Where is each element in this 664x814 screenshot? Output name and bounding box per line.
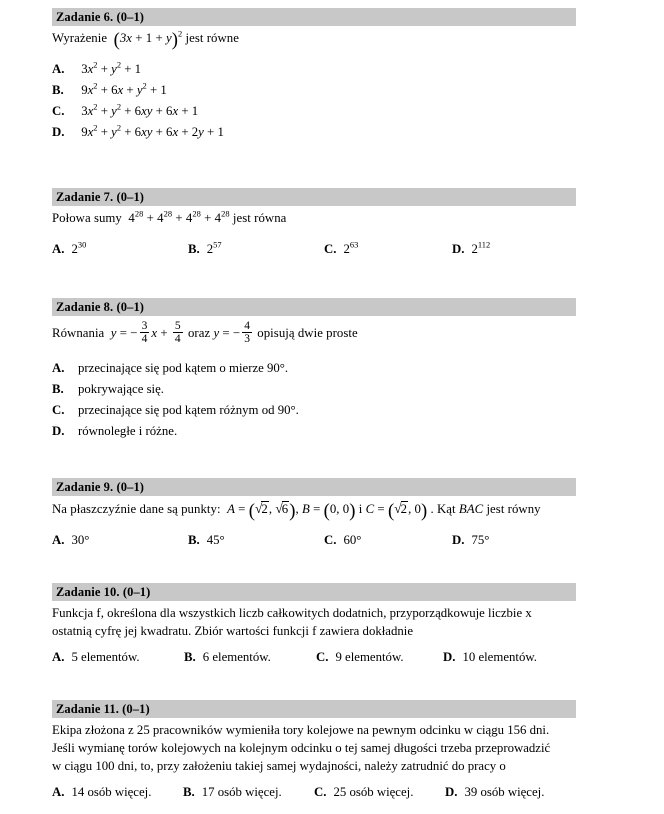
fraction-denominator: 4 bbox=[174, 333, 181, 345]
option-label: D. bbox=[452, 242, 465, 256]
option-c[interactable] bbox=[52, 101, 576, 122]
stem-prefix: Wyrażenie bbox=[52, 31, 108, 45]
task-header: Zadanie 7. (0–1) bbox=[52, 188, 576, 206]
option-text: 6 elementów. bbox=[202, 650, 271, 664]
stem-suffix: jest równa bbox=[232, 211, 287, 225]
option-text: 9 elementów. bbox=[335, 650, 404, 664]
answer-options bbox=[52, 650, 576, 672]
option-label: C. bbox=[316, 650, 329, 664]
option-text: $3x^2 + y^2 + 1$ bbox=[81, 59, 142, 76]
answer-options bbox=[52, 239, 576, 264]
option-label: D. bbox=[452, 533, 465, 547]
task-stem bbox=[52, 721, 576, 775]
option-exponent: 63 bbox=[349, 239, 359, 250]
option-a[interactable] bbox=[52, 785, 151, 800]
option-text: przecinające się pod kątem o mierze 90°. bbox=[78, 361, 289, 375]
task-header: Zadanie 9. (0–1) bbox=[52, 478, 576, 496]
option-c[interactable] bbox=[316, 650, 404, 665]
option-label: D. bbox=[445, 785, 458, 799]
option-d[interactable] bbox=[452, 239, 491, 257]
option-d[interactable] bbox=[445, 785, 544, 800]
option-text: 5 elementów. bbox=[71, 650, 140, 664]
option-label: C. bbox=[324, 242, 337, 256]
option-a[interactable] bbox=[52, 533, 89, 548]
task-zadanie-6 bbox=[52, 8, 576, 143]
option-text: $2^{57}$ bbox=[206, 239, 222, 256]
equation-connector: oraz bbox=[187, 325, 211, 340]
task-zadanie-10 bbox=[52, 583, 576, 672]
stem-points: A = (√2, √6), B = (0, 0) i C = (√2, 0) bbox=[227, 500, 428, 522]
angle-label: BAC bbox=[458, 502, 484, 516]
option-b[interactable] bbox=[183, 785, 282, 800]
task-zadanie-8 bbox=[52, 298, 576, 442]
answer-options bbox=[52, 59, 576, 143]
option-text: 45° bbox=[206, 533, 225, 547]
option-text: równoległe i różne. bbox=[78, 424, 178, 438]
option-text: $2^{63}$ bbox=[343, 239, 359, 256]
option-exponent: 57 bbox=[213, 239, 222, 250]
option-c[interactable] bbox=[314, 785, 413, 800]
option-d[interactable] bbox=[452, 533, 489, 548]
option-d[interactable] bbox=[52, 421, 576, 442]
task-zadanie-7 bbox=[52, 188, 576, 264]
task-header: Zadanie 10. (0–1) bbox=[52, 583, 576, 601]
option-text: 39 osób więcej. bbox=[464, 785, 545, 799]
stem-suffix: jest równe bbox=[185, 31, 239, 45]
fraction-numerator: 5 bbox=[174, 320, 181, 332]
task-stem bbox=[52, 499, 576, 522]
option-c[interactable] bbox=[52, 400, 576, 421]
option-label: C. bbox=[324, 533, 337, 547]
task-stem bbox=[52, 322, 576, 346]
option-exponent: 112 bbox=[477, 239, 491, 250]
option-b[interactable] bbox=[188, 239, 222, 257]
fraction-numerator: 4 bbox=[244, 320, 251, 332]
option-label: D. bbox=[52, 424, 65, 438]
option-label: C. bbox=[52, 104, 65, 118]
option-text: 30° bbox=[71, 533, 90, 547]
task-header: Zadanie 8. (0–1) bbox=[52, 298, 576, 316]
option-text: $9x^2 + y^2 + 6xy + 6x + 2y + 1$ bbox=[81, 122, 224, 139]
answer-options bbox=[52, 533, 576, 555]
stem-line-1: Funkcja f, określona dla wszystkich liczb całkowitych dodatnich, przyporządkowuje liczbie x bbox=[52, 606, 532, 620]
option-label: A. bbox=[52, 62, 65, 76]
stem-equation-1: y = − $\frac{3}{4}$ x + $\frac{5}{4}$ bbox=[110, 320, 181, 345]
task-zadanie-11 bbox=[52, 700, 576, 807]
option-label: A. bbox=[52, 361, 65, 375]
option-text: $2^{30}$ bbox=[71, 239, 87, 256]
option-text: przecinające się pod kątem różnym od 90°. bbox=[78, 403, 299, 417]
stem-equation-2: y = − $\frac{4}{3}$ bbox=[213, 320, 251, 345]
option-text: 17 osób więcej. bbox=[201, 785, 282, 799]
stem-suffix: opisują dwie proste bbox=[257, 325, 358, 340]
option-c[interactable] bbox=[324, 239, 359, 257]
stem-suffix: . Kąt BAC jest równy bbox=[430, 502, 541, 516]
stem-formula: $(3x + 1 + y)^2$ bbox=[113, 28, 183, 51]
stem-formula: $4^{28} + 4^{28} + 4^{28} + 4^{28}$ bbox=[125, 208, 230, 225]
option-label: A. bbox=[52, 650, 65, 664]
option-label: D. bbox=[443, 650, 456, 664]
task-stem bbox=[52, 28, 576, 51]
option-a[interactable] bbox=[52, 239, 87, 257]
task-stem bbox=[52, 604, 576, 640]
task-zadanie-9 bbox=[52, 478, 576, 555]
stem-prefix: Równania bbox=[52, 325, 105, 340]
option-label: B. bbox=[184, 650, 196, 664]
option-exponent: 30 bbox=[77, 239, 87, 250]
option-text: 75° bbox=[471, 533, 490, 547]
option-text: $3x^2 + y^2 + 6xy + 6x + 1$ bbox=[81, 101, 199, 118]
option-label: B. bbox=[52, 83, 64, 97]
option-label: B. bbox=[183, 785, 195, 799]
option-label: B. bbox=[188, 242, 200, 256]
answer-options bbox=[52, 358, 576, 442]
option-label: B. bbox=[52, 382, 64, 396]
stem-line-3: w ciągu 100 dni, to, przy założeniu takiej samej wydajności, należy zatrudnić do pracy o bbox=[52, 759, 506, 773]
option-text: pokrywające się. bbox=[78, 382, 164, 396]
option-label: A. bbox=[52, 533, 65, 547]
option-b[interactable] bbox=[52, 379, 576, 400]
option-label: A. bbox=[52, 785, 65, 799]
fraction-denominator: 3 bbox=[244, 333, 251, 345]
option-a[interactable] bbox=[52, 59, 576, 80]
answer-options bbox=[52, 785, 576, 807]
option-label: B. bbox=[188, 533, 200, 547]
fraction-denominator: 4 bbox=[141, 333, 148, 345]
option-label: C. bbox=[52, 403, 65, 417]
task-header: Zadanie 11. (0–1) bbox=[52, 700, 576, 718]
option-c[interactable] bbox=[324, 533, 361, 548]
option-a[interactable] bbox=[52, 358, 576, 379]
stem-prefix: Na płaszczyźnie dane są punkty: bbox=[52, 502, 221, 516]
option-a[interactable] bbox=[52, 650, 140, 665]
stem-line-1: Ekipa złożona z 25 pracowników wymieniła tory kolejowe na pewnym odcinku w ciągu 156 dni. bbox=[52, 723, 550, 737]
stem-line-2: Jeśli wymianę torów kolejowych na kolejnym odcinku o tej samej długości trzeba przeprowadzić bbox=[52, 741, 551, 755]
task-header: Zadanie 6. (0–1) bbox=[52, 8, 576, 26]
stem-prefix: Połowa sumy bbox=[52, 211, 122, 225]
option-text: 14 osób więcej. bbox=[71, 785, 152, 799]
option-b[interactable] bbox=[188, 533, 225, 548]
fraction-numerator: 3 bbox=[141, 320, 148, 332]
option-b[interactable] bbox=[184, 650, 271, 665]
option-d[interactable] bbox=[443, 650, 537, 665]
task-stem bbox=[52, 209, 576, 228]
option-label: A. bbox=[52, 242, 65, 256]
option-text: 25 osób więcej. bbox=[333, 785, 414, 799]
option-b[interactable] bbox=[52, 80, 576, 101]
option-text: $2^{112}$ bbox=[471, 239, 491, 256]
option-label: D. bbox=[52, 125, 65, 139]
option-label: C. bbox=[314, 785, 327, 799]
option-text: $9x^2 + 6x + y^2 + 1$ bbox=[81, 80, 167, 97]
option-d[interactable] bbox=[52, 122, 576, 143]
stem-line-2: ostatnią cyfrę jej kwadratu. Zbiór wartości funkcji f zawiera dokładnie bbox=[52, 624, 414, 638]
option-text: 10 elementów. bbox=[462, 650, 537, 664]
option-text: 60° bbox=[343, 533, 362, 547]
